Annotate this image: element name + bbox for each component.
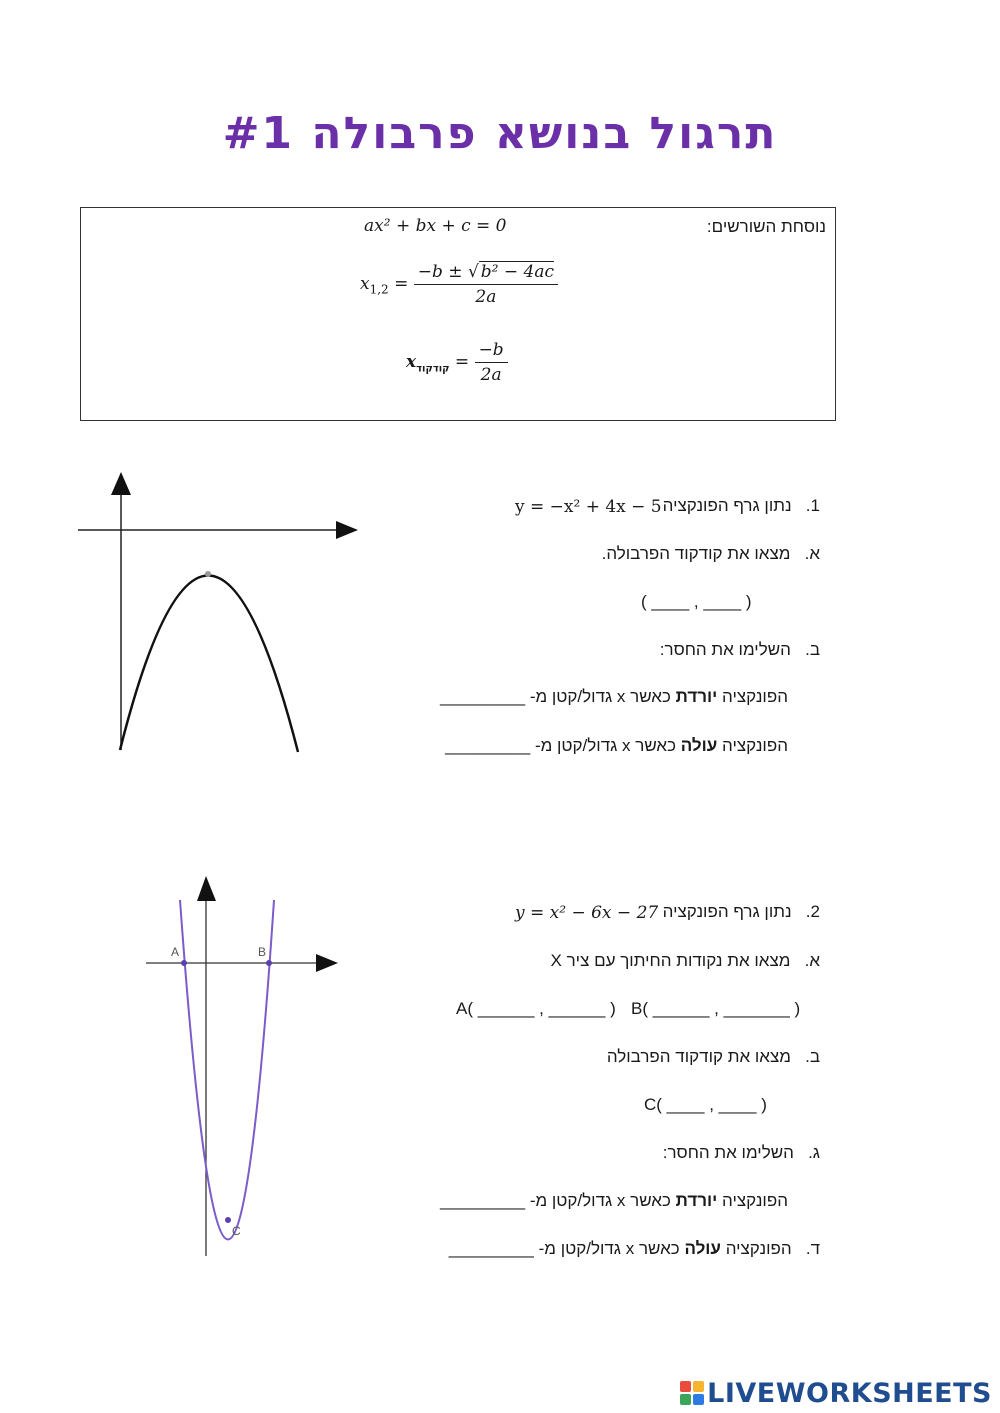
q2-line-decreasing (440, 1191, 788, 1211)
vertex-point (205, 571, 211, 577)
x-axis-arrow (336, 521, 358, 539)
label-a: A (171, 945, 180, 959)
q2-blank-a[interactable]: A( ______ , ______ ) (456, 999, 616, 1018)
vertex-formula: $x_{קודקוד}$ = $\frac{-b}{2a}$ (406, 340, 508, 385)
q1-l2-pre: הפונקציה (722, 736, 788, 755)
q1-l1-bold: יורדת (675, 687, 718, 706)
formula-box (80, 207, 836, 421)
page-title: תרגול בנושא פרבולה #1 (222, 108, 778, 159)
q2-part-g (663, 1143, 820, 1163)
q2-decreasing-blank[interactable]: _________ (439, 1191, 526, 1210)
point-b (266, 960, 272, 966)
q2-part-a (551, 951, 820, 971)
y-axis-arrow (197, 876, 216, 901)
q2-blank-b[interactable]: B( ______ , _______ ) (631, 999, 801, 1018)
liveworksheets-logo[interactable] (680, 1378, 992, 1409)
q2-line-increasing (449, 1239, 820, 1259)
logo-icon (680, 1381, 704, 1405)
q2-l2-bold: עולה (684, 1239, 721, 1258)
q1-part-a (602, 544, 820, 564)
q2-intro: נתון גרף הפונקציה (662, 902, 792, 921)
q2-a-text: מצאו את נקודות החיתוך עם ציר X (550, 951, 791, 970)
q1-line-decreasing (440, 687, 788, 707)
q1-l1-post: כאשר x גדול/קטן מ- (529, 687, 671, 706)
q2-number: 2. (805, 902, 820, 921)
q1-line-increasing (445, 736, 788, 756)
q1-part-b (660, 640, 820, 660)
q1-b-text: השלימו את החסר: (659, 640, 791, 659)
roots-formula: $x_{1,2}$ = $\frac{\text{−b ± √ b² − 4ac}}{2a}$ (360, 262, 558, 307)
q1-increasing-blank[interactable]: _________ (445, 736, 531, 755)
q1-a-text: מצאו את קודקוד הפרבולה. (601, 544, 791, 563)
logo-text: LIVEWORKSHEETS (707, 1378, 992, 1409)
q2-part-b (607, 1047, 820, 1067)
general-equation: ax² + bx + c = 0 (364, 216, 507, 236)
q1-number: 1. (805, 496, 820, 515)
roots-fraction: $\frac{\text{−b ± √ b² − 4ac}}{2a}$ (414, 262, 558, 307)
q2-l1-post: כאשר x גדול/קטן מ- (529, 1191, 671, 1210)
q2-l2-pre: הפונקציה (725, 1239, 792, 1258)
q1-l2-bold: עולה (680, 736, 718, 755)
q2-l2-post: כאשר x גדול/קטן מ- (538, 1239, 680, 1258)
point-c (225, 1217, 231, 1223)
y-axis-arrow (111, 472, 131, 495)
roots-sqrt: b² − 4ac (480, 262, 555, 282)
q2-increasing-blank[interactable]: _________ (448, 1239, 534, 1258)
q2-l1-bold: יורדת (675, 1191, 718, 1210)
point-a (181, 960, 187, 966)
roots-lhs: x (360, 274, 370, 294)
vertex-lhs: x (406, 352, 417, 372)
q2-b-text: מצאו את קודקוד הפרבולה (606, 1047, 791, 1066)
q1-decreasing-blank[interactable]: _________ (439, 687, 526, 706)
vertex-den: 2a (480, 365, 502, 385)
label-b: B (258, 945, 267, 959)
q1-equation: y = −x² + 4x − 5 (515, 497, 662, 517)
roots-den: 2a (475, 287, 497, 307)
q1-b-letter: ב. (805, 640, 820, 659)
q1-header (515, 496, 820, 518)
q2-header (515, 902, 820, 924)
q2-equation: y = x² − 6x − 27 (515, 903, 659, 923)
q1-l1-pre: הפונקציה (722, 687, 788, 706)
q2-blank-c[interactable]: C( ____ , ____ ) (644, 1095, 767, 1114)
graph-1 (60, 460, 380, 770)
q2-g-letter: ג. (808, 1143, 820, 1162)
vertex-fraction (475, 340, 508, 385)
parabola-1 (120, 575, 298, 752)
q2-g-text: השלימו את החסר: (662, 1143, 794, 1162)
formula-label: נוסחת השורשים: (706, 217, 826, 236)
label-c: C (232, 1224, 241, 1238)
q1-l2-post: כאשר x גדול/קטן מ- (534, 736, 677, 755)
q1-intro: נתון גרף הפונקציה (662, 496, 792, 515)
vertex-num: −b (475, 340, 508, 363)
graph-2 (140, 870, 350, 1265)
q1-vertex-blank[interactable]: ( ____ , ____ ) (641, 592, 752, 611)
x-axis-arrow (316, 954, 338, 972)
vertex-sub: קודקוד (416, 363, 450, 375)
roots-sub: 1,2 (369, 282, 389, 297)
roots-num: −b ± (417, 262, 468, 282)
q2-b-letter: ב. (805, 1047, 820, 1066)
q2-a-letter: א. (804, 951, 820, 970)
q2-l1-pre: הפונקציה (722, 1191, 788, 1210)
q2-d-letter: ד. (805, 1239, 820, 1258)
q1-a-letter: א. (804, 544, 820, 563)
